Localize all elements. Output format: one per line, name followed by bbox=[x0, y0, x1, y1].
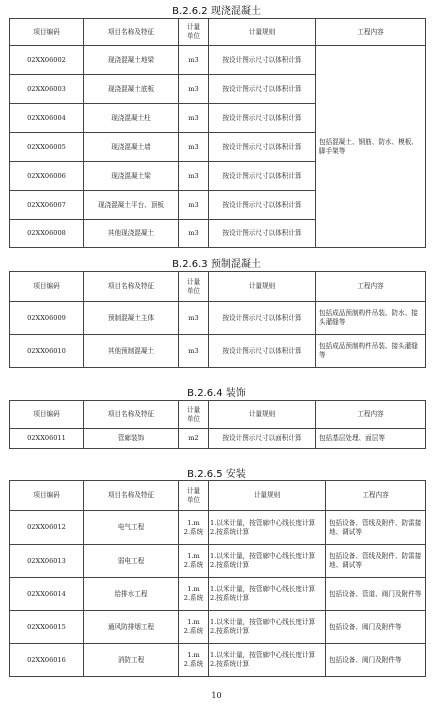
section-title-decoration: B.2.6.4 装饰 bbox=[187, 388, 246, 399]
section-title-precast-concrete: B.2.6.3 预制混凝土 bbox=[172, 259, 261, 270]
item-name: 电气工程 bbox=[84, 511, 179, 545]
header-code: 项目编码 bbox=[10, 19, 84, 46]
item-name: 消防工程 bbox=[84, 644, 179, 677]
header-code: 项目编码 bbox=[10, 481, 84, 511]
item-code: 02XX06008 bbox=[10, 220, 84, 248]
item-unit bbox=[179, 511, 209, 545]
unit-option-2: 2.系统 bbox=[183, 561, 204, 569]
table-precast-concrete bbox=[9, 271, 426, 368]
unit-option-2: 2.系统 bbox=[183, 527, 204, 536]
rule-line-1: 1.以米计量，按管廊中心线长度计算 bbox=[210, 518, 316, 527]
item-unit: m2 bbox=[179, 429, 209, 449]
item-content: 包括成品预制构件吊装、防水、接头灌缝等 bbox=[316, 302, 426, 335]
item-name: 预制混凝土主体 bbox=[84, 302, 179, 335]
item-rule: 按设计图示尺寸以体积计算 bbox=[209, 191, 316, 220]
rule-line-2: 2.按系统计算 bbox=[210, 660, 250, 668]
item-code: 02XX06005 bbox=[10, 133, 84, 162]
item-rule: 按设计图示尺寸以面积计算 bbox=[209, 429, 316, 449]
unit-option-2: 2.系统 bbox=[183, 594, 204, 602]
header-code: 项目编码 bbox=[10, 272, 84, 302]
item-code: 02XX06012 bbox=[10, 511, 84, 545]
item-rule: 按设计图示尺寸以体积计算 bbox=[209, 46, 316, 75]
item-rule: 按设计图示尺寸以体积计算 bbox=[209, 220, 316, 248]
rule-line-2: 2.按系统计算 bbox=[210, 627, 250, 635]
rule-line-1: 1.以米计量，按管廊中心线长度计算 bbox=[210, 618, 316, 627]
item-rule: 按设计图示尺寸以体积计算 bbox=[209, 133, 316, 162]
item-rule: 按设计图示尺寸以体积计算 bbox=[209, 75, 316, 104]
header-rule: 计量规则 bbox=[209, 401, 316, 429]
table-row bbox=[10, 335, 426, 368]
section-title-cast-concrete: B.2.6.2 现浇混凝土 bbox=[172, 6, 261, 17]
item-name: 现浇混凝土柱 bbox=[84, 104, 179, 133]
item-code: 02XX06002 bbox=[10, 46, 84, 75]
table-header-row bbox=[10, 272, 426, 302]
table-row bbox=[10, 46, 426, 75]
item-unit: m3 bbox=[179, 46, 209, 75]
item-name: 现浇混凝土梁 bbox=[84, 162, 179, 191]
unit-option-1: 1.m bbox=[187, 585, 200, 594]
header-name: 项目名称及特征 bbox=[84, 272, 179, 302]
item-name: 管廊装饰 bbox=[84, 429, 179, 449]
item-code: 02XX06009 bbox=[10, 302, 84, 335]
header-name: 项目名称及特征 bbox=[84, 481, 179, 511]
item-rule: 按设计图示尺寸以体积计算 bbox=[209, 335, 316, 368]
item-content: 包括设备、阀门及附件等 bbox=[326, 611, 426, 644]
table-header-row bbox=[10, 19, 426, 46]
item-code: 02XX06003 bbox=[10, 75, 84, 104]
item-content: 包括混凝土、钢筋、防水、模板、脚手架等 bbox=[316, 46, 426, 248]
table-decoration bbox=[9, 400, 426, 449]
header-name: 项目名称及特征 bbox=[84, 19, 179, 46]
section-title-installation: B.2.6.5 安装 bbox=[187, 469, 246, 480]
item-unit: m3 bbox=[179, 75, 209, 104]
item-unit: m3 bbox=[179, 191, 209, 220]
item-rule bbox=[209, 578, 326, 611]
item-code: 02XX06007 bbox=[10, 191, 84, 220]
page-number: 10 bbox=[211, 691, 222, 700]
item-content: 包括基层处理、面层等 bbox=[316, 429, 426, 449]
item-code: 02XX06016 bbox=[10, 644, 84, 677]
table-header-row bbox=[10, 401, 426, 429]
item-name: 现浇混凝土地梁 bbox=[84, 46, 179, 75]
unit-option-1: 1.m bbox=[187, 651, 200, 660]
table-cast-concrete bbox=[9, 18, 426, 248]
item-content: 包括设备、管线及附件、防雷接地、调试等 bbox=[326, 545, 426, 578]
header-content: 工程内容 bbox=[316, 401, 426, 429]
item-content: 包括设备、阀门及附件等 bbox=[326, 644, 426, 677]
header-unit: 计量 单位 bbox=[179, 481, 209, 511]
item-name: 弱电工程 bbox=[84, 545, 179, 578]
item-unit bbox=[179, 611, 209, 644]
item-unit bbox=[179, 644, 209, 677]
item-unit: m3 bbox=[179, 133, 209, 162]
item-unit: m3 bbox=[179, 335, 209, 368]
item-unit bbox=[179, 578, 209, 611]
unit-option-2: 2.系统 bbox=[183, 660, 204, 668]
header-rule: 计量规则 bbox=[209, 481, 326, 511]
unit-option-2: 2.系统 bbox=[183, 627, 204, 635]
item-unit: m3 bbox=[179, 104, 209, 133]
header-content: 工程内容 bbox=[316, 19, 426, 46]
table-row bbox=[10, 611, 426, 644]
header-unit: 计量 单位 bbox=[179, 19, 209, 46]
rule-line-2: 2.按系统计算 bbox=[210, 561, 250, 569]
item-content: 包括设备、管道、阀门及附件等 bbox=[326, 578, 426, 611]
item-code: 02XX06013 bbox=[10, 545, 84, 578]
item-code: 02XX06014 bbox=[10, 578, 84, 611]
rule-line-2: 2.按系统计算 bbox=[210, 527, 250, 536]
table-header-row bbox=[10, 481, 426, 511]
header-code: 项目编码 bbox=[10, 401, 84, 429]
unit-option-1: 1.m bbox=[187, 552, 200, 561]
item-name: 通风防排烟工程 bbox=[84, 611, 179, 644]
item-code: 02XX06011 bbox=[10, 429, 84, 449]
unit-option-1: 1.m bbox=[187, 618, 200, 627]
item-name: 其他现浇混凝土 bbox=[84, 220, 179, 248]
rule-line-1: 1.以米计量，按管廊中心线长度计算 bbox=[210, 552, 316, 561]
header-name: 项目名称及特征 bbox=[84, 401, 179, 429]
table-row bbox=[10, 511, 426, 545]
item-rule: 按设计图示尺寸以体积计算 bbox=[209, 162, 316, 191]
item-unit: m3 bbox=[179, 162, 209, 191]
item-code: 02XX06015 bbox=[10, 611, 84, 644]
item-code: 02XX06006 bbox=[10, 162, 84, 191]
table-row bbox=[10, 545, 426, 578]
rule-line-1: 1.以米计量，按管廊中心线长度计算 bbox=[210, 585, 316, 594]
item-rule bbox=[209, 511, 326, 545]
rule-line-1: 1.以米计量，按管廊中心线长度计算 bbox=[210, 651, 316, 660]
header-content: 工程内容 bbox=[326, 481, 426, 511]
item-unit: m3 bbox=[179, 302, 209, 335]
table-row bbox=[10, 644, 426, 677]
table-row bbox=[10, 302, 426, 335]
header-rule: 计量规则 bbox=[209, 272, 316, 302]
item-rule: 按设计图示尺寸以体积计算 bbox=[209, 302, 316, 335]
rule-line-2: 2.按系统计算 bbox=[210, 594, 250, 602]
unit-option-1: 1.m bbox=[187, 518, 200, 527]
header-rule: 计量规则 bbox=[209, 19, 316, 46]
item-unit: m3 bbox=[179, 220, 209, 248]
table-row bbox=[10, 578, 426, 611]
item-name: 现浇混凝土底板 bbox=[84, 75, 179, 104]
item-unit bbox=[179, 545, 209, 578]
item-name: 现浇混凝土墙 bbox=[84, 133, 179, 162]
header-unit: 计量 单位 bbox=[179, 272, 209, 302]
item-content: 包括成品预制构件吊装、接头灌缝等 bbox=[316, 335, 426, 368]
item-code: 02XX06004 bbox=[10, 104, 84, 133]
item-rule bbox=[209, 644, 326, 677]
item-rule: 按设计图示尺寸以体积计算 bbox=[209, 104, 316, 133]
item-rule bbox=[209, 545, 326, 578]
item-code: 02XX06010 bbox=[10, 335, 84, 368]
header-content: 工程内容 bbox=[316, 272, 426, 302]
table-installation bbox=[9, 480, 426, 677]
item-name: 给排水工程 bbox=[84, 578, 179, 611]
item-name: 现浇混凝土平台、顶板 bbox=[84, 191, 179, 220]
item-rule bbox=[209, 611, 326, 644]
item-name: 其他预制混凝土 bbox=[84, 335, 179, 368]
item-content: 包括设备、管线及附件、防雷接地、调试等 bbox=[326, 511, 426, 545]
table-row bbox=[10, 429, 426, 449]
header-unit: 计量 单位 bbox=[179, 401, 209, 429]
